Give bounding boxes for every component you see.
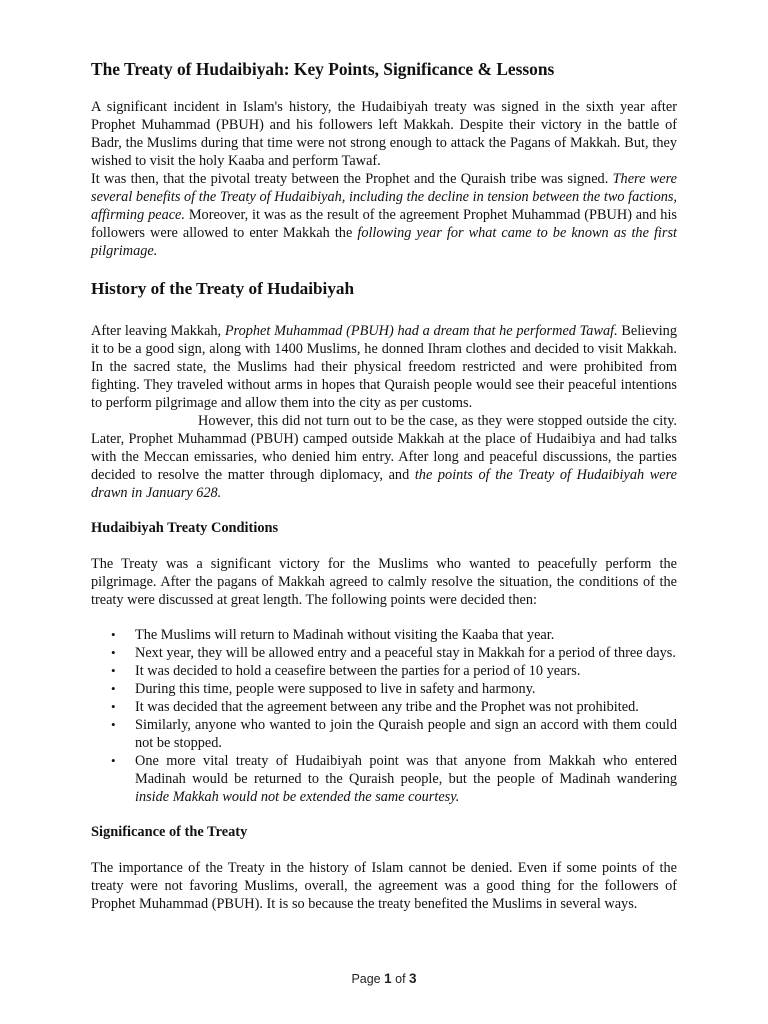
history-text-2a: However, this did not turn out to be the case, as they were stopped outside the city. Later, Prophet Muhammad (PBUH) camped outside Makkah at the place of Hudaibiya and had talks with the Meccan emissaries, who denied him entry. After long and peaceful discussions, the parties decided to resolve the matter through diplomacy, and: [91, 413, 677, 483]
intro-text-2b: There were several benefits of the Treaty of Hudaibiyah, including the decline in tension between the two factions, affirming peace.: [91, 171, 677, 223]
bullet-icon: •: [111, 681, 116, 696]
of-word: of: [395, 972, 406, 986]
history-paragraph: [91, 322, 677, 502]
significance-paragraph: The importance of the Treaty in the history of Islam cannot be denied. Even if some points of the treaty were not favoring Muslims, overall, the agreement was a good thing for the followers of Prophet Muhammad (PBUH). It is so because the treaty benefited the Muslims in several ways.: [91, 860, 677, 912]
bullet-icon: •: [111, 717, 116, 732]
intro-text-2c: Moreover, it was as the result of the agreement Prophet Muhammad (PBUH) and his followers were allowed to enter Makkah the: [91, 207, 677, 241]
page-footer: [0, 971, 768, 986]
intro-text-1: A significant incident in Islam's history, the Hudaibiyah treaty was signed in the sixth year after Prophet Muhammad (PBUH) and his followers left Makkah. Despite their victory in the battle of Badr, the Muslims during that time were not strong enough to attack the Pagans of Makkah. But, they wished to visit the holy Kaaba and perform Tawaf.: [91, 99, 677, 169]
history-text-1b: Prophet Muhammad (PBUH) had a dream that he performed Tawaf.: [224, 323, 618, 339]
intro-text-2d: following year for what came to be known as the first pilgrimage.: [91, 225, 678, 259]
list-item: • During this time, people were supposed to live in safety and harmony.: [111, 681, 536, 697]
bullet-icon: •: [111, 663, 116, 678]
bullet-icon: •: [111, 645, 116, 660]
conditions-heading: Hudaibiyah Treaty Conditions: [91, 520, 279, 536]
history-text-1a: After leaving Makkah,: [91, 323, 225, 339]
history-heading: History of the Treaty of Hudaibiyah: [91, 279, 355, 298]
intro-text-2a: It was then, that the pivotal treaty between the Prophet and the Quraish tribe was signed.: [91, 171, 613, 187]
significance-heading: Significance of the Treaty: [91, 824, 248, 840]
history-text-1c: Believing it to be a good sign, along with 1400 Muslims, he donned Ihram clothes and decided to visit Makkah. In the sacred state, the Muslims had their physical freedom restricted and were prohibited from fighting. They traveled without arms in hopes that Quraish people would see their peaceful intentions to perform pilgrimage and allow them into the city as per customs.: [91, 323, 677, 411]
intro-paragraph: [91, 98, 677, 260]
list-item: • Similarly, anyone who wanted to join the Quraish people and sign an accord with them could not be stopped.: [111, 717, 677, 751]
current-page-number: 1: [384, 971, 392, 986]
list-item: • It was decided that the agreement between any tribe and the Prophet was not prohibited.: [111, 699, 639, 715]
bullet-icon: •: [111, 753, 116, 768]
conditions-intro: The Treaty was a significant victory for the Muslims who wanted to peacefully perform the pilgrimage. After the pagans of Makkah agreed to calmly resolve the situation, the conditions of the treaty were discussed at great length. The following points were decided then:: [91, 556, 677, 608]
document-page: [91, 58, 677, 913]
total-pages-number: 3: [409, 971, 417, 986]
list-item: • It was decided to hold a ceasefire between the parties for a period of 10 years.: [111, 663, 581, 679]
history-text-2b: the points of the Treaty of Hudaibiyah were drawn in January 628.: [91, 467, 677, 501]
bullet-icon: •: [111, 699, 116, 714]
list-item: • The Muslims will return to Madinah without visiting the Kaaba that year.: [111, 627, 555, 643]
list-item: • One more vital treaty of Hudaibiyah point was that anyone from Makkah who entered Madinah would be returned to the Quraish people, but the people of Madinah wandering inside Makkah would not be extended the same courtesy.: [111, 753, 677, 805]
conditions-list: [91, 626, 677, 806]
page-word: Page: [351, 972, 381, 986]
list-item: • Next year, they will be allowed entry and a peaceful stay in Makkah for a period of three days.: [111, 645, 676, 661]
bullet-icon: •: [111, 627, 116, 642]
document-title: The Treaty of Hudaibiyah: Key Points, Significance & Lessons: [91, 59, 555, 79]
